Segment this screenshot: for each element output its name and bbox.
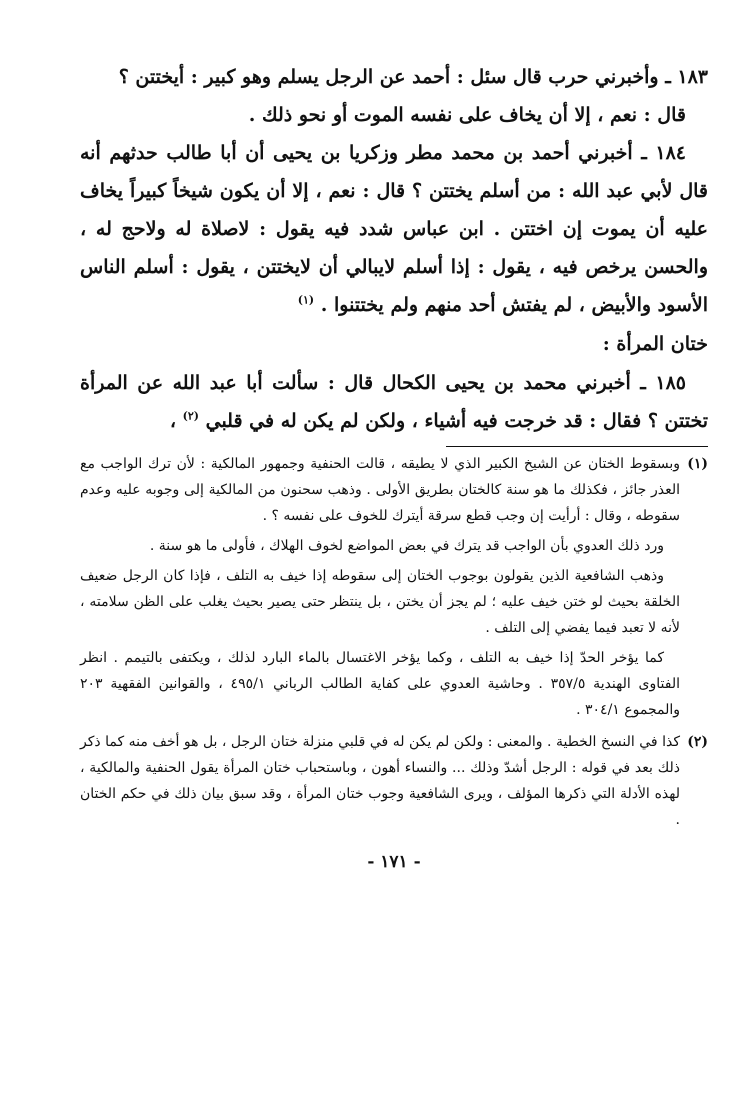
paragraph-184 [80, 134, 708, 324]
paragraph-183: ١٨٣ ـ وأخبرني حرب قال سئل : أحمد عن الرجل يسلم وهو كبير : أيختتن ؟ [118, 66, 708, 88]
footnote-paragraph: وبسقوط الختان عن الشيخ الكبير الذي لا يطيقه ، قالت الحنفية وجمهور المالكية : لأن ترك الواجب مع العذر جائز ، فكذلك ما هو سنة كالختان بطريق الأولى . وذهب سحنون من المالكية إلى وجوبه عليه وعدم سقوطه ، وقال : أرأيت إن وجب قطع سرقة أيترك للخوف على نفسه ؟ . [80, 456, 680, 524]
paragraph-183-answer: قال : نعم ، إلا أن يخاف على نفسه الموت أو نحو ذلك . [248, 104, 686, 126]
main-text [80, 58, 708, 440]
footnote-body [80, 451, 680, 727]
footnote-paragraph: كما يؤخر الحدّ إذا خيف به التلف ، وكما يؤخر الاغتسال بالماء البارد لذلك ، ويكتفى بالتيمم . انظر الفتاوى الهندية ٣٥٧/٥ . وحاشية العدوي على كفاية الطالب الرباني ٤٩٥/١ ، والقوانين الفقهية ٢٠٣ والمجموع ٣٠٤/١ . [80, 650, 680, 718]
paragraph-184-text: ١٨٤ ـ أخبرني أحمد بن محمد مطر وزكريا بن يحيى أن أبا طالب حدثهم أنه قال لأبي عبد الله : من أسلم يختتن ؟ قال : نعم ، إلا أن يكون شيخاً كبيراً يخاف عليه أن يموت إن اختتن . ابن عباس شدد فيه يقول : لاصلاة له ولاحج له ، والحسن يرخص فيه ، يقول : إذا أسلم لايبالي أن لايختتن ، يقول : أسلم الناس الأسود والأبيض ، لم يفتش أحد منهم ولم يختتنوا . [80, 142, 708, 316]
paragraph-185 [80, 364, 708, 440]
footnote-1 [80, 451, 708, 727]
footnote-paragraph: كذا في النسخ الخطية . والمعنى : ولكن لم يكن له في قلبي منزلة ختان الرجل ، بل هو أخف منه كما ذكر ذلك بعد في قوله : الرجل أشدّ وذلك ... والنساء أهون ، وباستحباب ختان المرأة يقول الحنفية والمالكية ، لهذه الأدلة التي ذكرها المؤلف ، ويرى الشافعية وجوب ختان المرأة ، وقد سبق بيان ذلك في حكم الختان . [80, 734, 680, 828]
footnote-number: (١) [687, 456, 708, 472]
page-number: - ١٧١ - [367, 852, 421, 872]
footnote-ref-2[interactable]: (٢) [182, 409, 199, 423]
book-page [80, 58, 708, 877]
footnote-paragraph: ورد ذلك العدوي بأن الواجب قد يترك في بعض المواضع لخوف الهلاك ، فأولى ما هو سنة . [149, 538, 664, 554]
paragraph-185-tail: ، [169, 410, 176, 432]
footnote-number: (٢) [687, 734, 708, 750]
footnote-paragraph: وذهب الشافعية الذين يقولون بوجوب الختان إلى سقوطه إذا خيف به التلف ، فإذا كان الرجل ضعيف الخلقة بحيث لو ختن خيف عليه ؛ لم يجز أن يختن ، بل ينتظر حتى يصير بحيث يغلب على الظن سلامته ، لأنه لا تعبد فيما يفضي إلى التلف . [80, 568, 681, 636]
footnote-divider [446, 446, 708, 447]
footnote-2 [80, 729, 708, 837]
footnote-ref-1[interactable]: (١) [297, 293, 315, 307]
footnotes [80, 451, 708, 837]
paragraph-185-text: ١٨٥ ـ أخبرني محمد بن يحيى الكحال قال : سألت أبا عبد الله عن المرأة تختتن ؟ فقال : قد خرجت فيه أشياء ، ولكن لم يكن له في قلبي [80, 372, 708, 432]
section-heading: ختان المرأة : [602, 333, 708, 355]
footnote-body [80, 729, 680, 837]
